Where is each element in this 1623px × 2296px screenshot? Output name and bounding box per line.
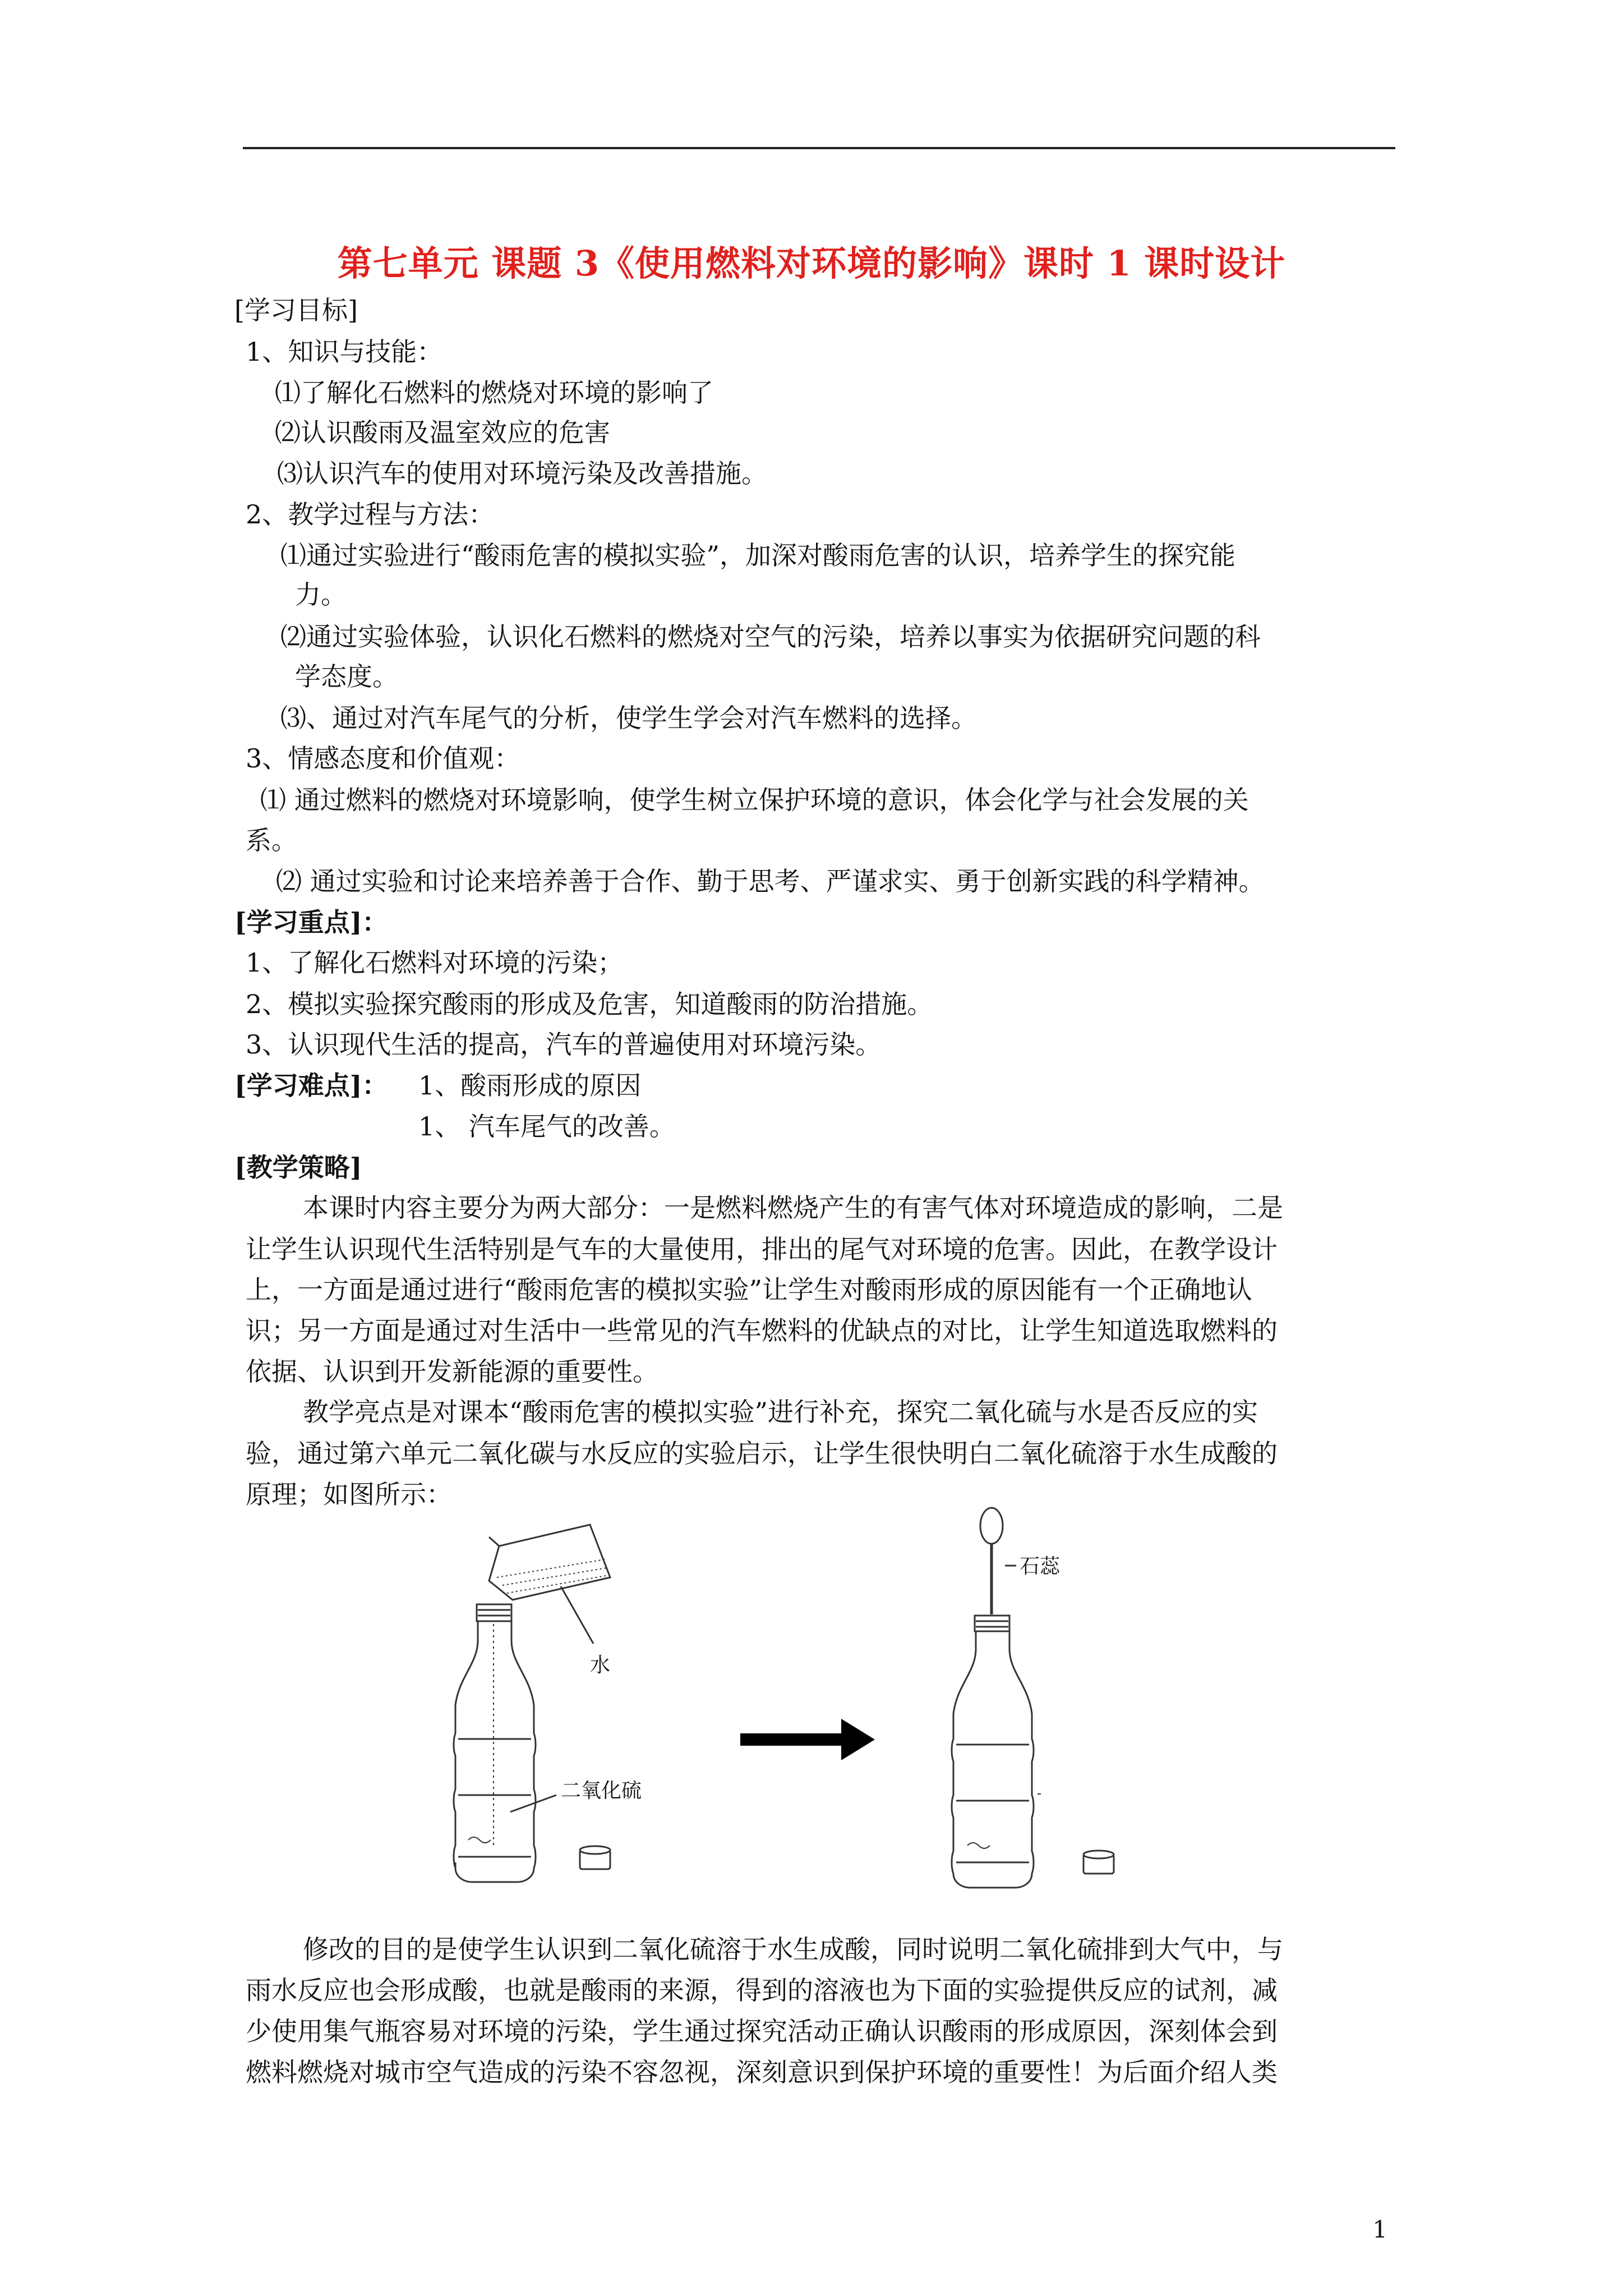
objectives-item-2-2-cont: 学态度。	[295, 661, 398, 692]
difficulty-2: 1、 汽车尾气的改善。	[418, 1111, 675, 1142]
arrow-right	[740, 1719, 875, 1760]
label-so2: 二氧化硫	[561, 1779, 642, 1802]
label-water: 水	[590, 1654, 611, 1677]
strategy-paragraph-2-line-3: 原理；如图所示：	[246, 1479, 452, 1510]
objectives-section-1: 1、知识与技能：	[246, 337, 443, 367]
page-number: 1	[1372, 2216, 1387, 2243]
objectives-item-1-2: ⑵认识酸雨及温室效应的危害	[275, 417, 610, 448]
objectives-item-2-1: ⑴通过实验进行“酸雨危害的模拟实验”，加深对酸雨危害的认识，培养学生的探究能	[280, 540, 1236, 570]
objectives-item-3-1-cont: 系。	[246, 825, 297, 855]
objectives-item-2-2: ⑵通过实验体验，认识化石燃料的燃烧对空气的污染，培养以事实为依据研究问题的科	[280, 622, 1261, 652]
strategy-paragraph-3-line-2: 雨水反应也会形成酸，也就是酸雨的来源，得到的溶液也为下面的实验提供反应的试剂，减	[246, 1975, 1278, 2005]
key-point-2: 2、模拟实验探究酸雨的形成及危害，知道酸雨的防治措施。	[246, 989, 933, 1019]
strategy-paragraph-3-line-3: 少使用集气瓶容易对环境的污染，学生通过探究活动正确认识酸雨的形成原因，深刻体会到	[246, 2016, 1278, 2046]
right-cap	[1083, 1851, 1114, 1874]
difficulty-1: 1、酸雨形成的原因	[418, 1070, 642, 1101]
right-bottle	[952, 1616, 1041, 1888]
strategy-paragraph-2-line-1: 教学亮点是对课本“酸雨危害的模拟实验”进行补充，探究二氧化硫与水是否反应的实	[303, 1397, 1258, 1427]
page-title: 第七单元 课题 3《使用燃料对环境的影响》课时 1 课时设计	[337, 243, 1286, 284]
strategy-paragraph-2-line-2: 验，通过第六单元二氧化碳与水反应的实验启示，让学生很快明白二氧化硫溶于水生成酸的	[246, 1438, 1278, 1469]
strategy-paragraph-1-line-3: 上，一方面是通过进行“酸雨危害的模拟实验”让学生对酸雨形成的原因能有一个正确地认	[246, 1274, 1253, 1305]
objectives-item-1-3: ⑶认识汽车的使用对环境污染及改善措施。	[277, 458, 767, 489]
strategy-paragraph-1-line-2: 让学生认识现代生活特别是气车的大量使用，排出的尾气对环境的危害。因此，在教学设计	[246, 1234, 1278, 1264]
objectives-item-2-1-cont: 力。	[295, 579, 347, 610]
objectives-item-2-3: ⑶、通过对汽车尾气的分析，使学生学会对汽车燃料的选择。	[280, 703, 977, 733]
strategy-paragraph-1-line-5: 依据、认识到开发新能源的重要性。	[246, 1356, 658, 1387]
strategy-paragraph-3-line-1: 修改的目的是使学生认识到二氧化硫溶于水生成酸，同时说明二氧化硫排到大气中，与	[303, 1934, 1283, 1964]
objectives-section-2: 2、教学过程与方法：	[246, 499, 495, 530]
key-point-1: 1、了解化石燃料对环境的污染；	[246, 947, 624, 978]
strategy-heading: [教学策略]	[234, 1152, 362, 1182]
strategy-paragraph-1-line-1: 本课时内容主要分为两大部分：一是燃料燃烧产生的有害气体对环境造成的影响，二是	[303, 1193, 1283, 1223]
difficulties-heading: [学习难点]：	[234, 1070, 388, 1101]
label-litmus: 石蕊	[1020, 1555, 1061, 1578]
key-point-3: 3、认识现代生活的提高，汽车的普遍使用对环境污染。	[246, 1029, 882, 1060]
beaker	[489, 1525, 610, 1644]
strategy-paragraph-1-line-4: 识；另一方面是通过对生活中一些常见的汽车燃料的优缺点的对比，让学生知道选取燃料的	[246, 1315, 1278, 1346]
key-points-heading: [学习重点]：	[234, 907, 388, 937]
strategy-paragraph-3-line-4: 燃料燃烧对城市空气造成的污染不容忽视，深刻意识到保护环境的重要性！为后面介绍人类	[246, 2057, 1278, 2087]
objectives-section-3: 3、情感态度和价值观：	[246, 743, 520, 774]
objectives-heading: [学习目标]	[234, 295, 358, 325]
objectives-item-3-1: ⑴ 通过燃料的燃烧对环境影响，使学生树立保护环境的意识，体会化学与社会发展的关	[260, 785, 1249, 815]
objectives-item-3-2: ⑵ 通过实验和讨论来培养善于合作、勤于思考、严谨求实、勇于创新实践的科学精神。	[276, 866, 1265, 896]
objectives-item-1-1: ⑴了解化石燃料的燃烧对环境的影响了	[275, 378, 713, 408]
left-bottle	[454, 1604, 536, 1882]
left-cap	[580, 1846, 610, 1869]
so2-leader-line	[510, 1795, 556, 1812]
litmus-dropper	[980, 1508, 1016, 1614]
